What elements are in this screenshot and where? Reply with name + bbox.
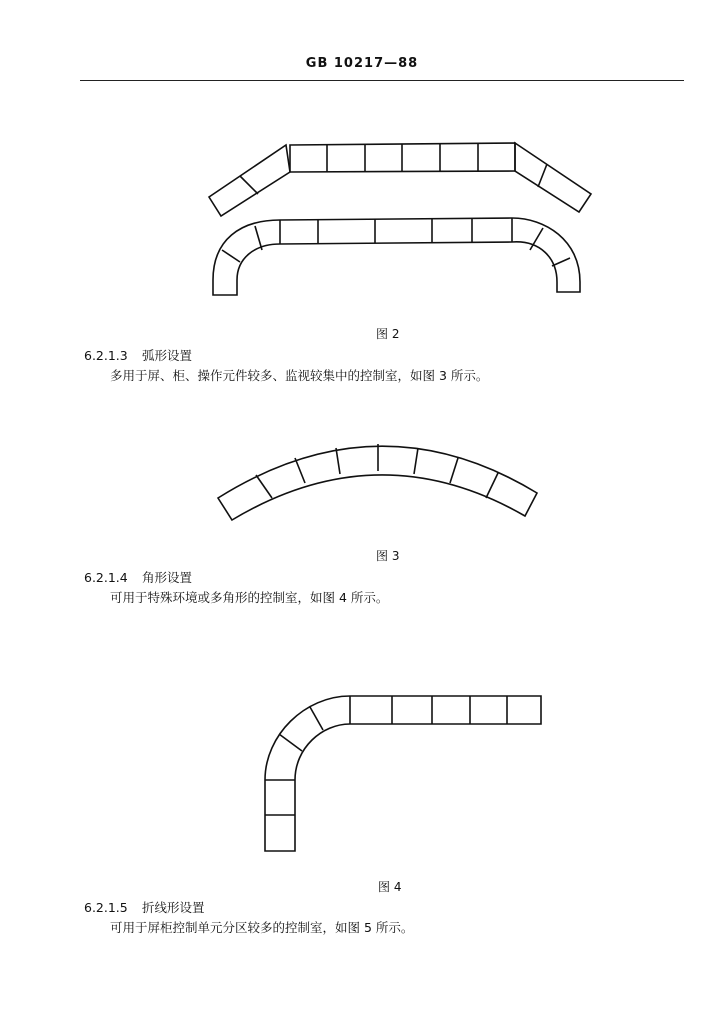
section-number: 6.2.1.5 — [84, 900, 128, 915]
figure-3-caption: 图 3 — [376, 549, 400, 563]
section-body-6-2-1-4: 可用于特殊环境或多角形的控制室，如图 4 所示。 — [110, 590, 389, 605]
section-body-6-2-1-3: 多用于屏、柜、操作元件较多、监视较集中的控制室，如图 3 所示。 — [110, 368, 489, 383]
section-title: 弧形设置 — [142, 348, 193, 363]
figure-2-caption: 图 2 — [376, 327, 400, 341]
section-title: 角形设置 — [142, 570, 193, 585]
page-header: GB 10217—88 — [305, 56, 419, 71]
figure-4-caption: 图 4 — [378, 880, 402, 894]
section-title: 折线形设置 — [142, 900, 205, 915]
section-body-6-2-1-5: 可用于屏柜控制单元分区较多的控制室，如图 5 所示。 — [110, 920, 414, 935]
section-heading-6-2-1-5 — [84, 898, 205, 916]
section-number: 6.2.1.3 — [84, 348, 128, 363]
section-number: 6.2.1.4 — [84, 570, 128, 585]
